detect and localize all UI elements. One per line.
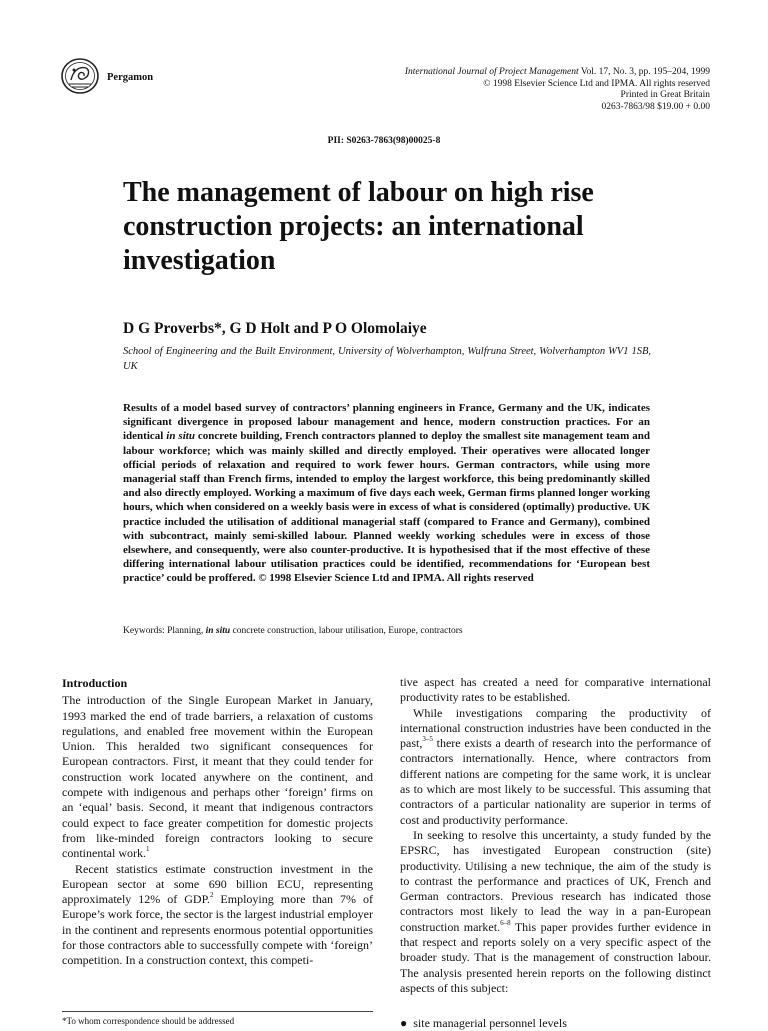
journal-info (405, 67, 710, 113)
paragraph-1 (62, 693, 373, 861)
authors: D G Proverbs*, G D Holt and P O Olomolaiye (123, 320, 427, 337)
journal-volume: Vol. 17, No. 3, pp. 195–204, 1999 (578, 67, 710, 77)
keywords-italic: in situ (205, 626, 231, 636)
paragraph-3: tive aspect has created a need for comparative international productivity rates to be established. (400, 675, 711, 705)
copyright-line: © 1998 Elsevier Science Ltd and IPMA. All rights reserved (483, 78, 710, 89)
abstract (123, 401, 650, 586)
paragraph-2 (62, 862, 373, 969)
affiliation: School of Engineering and the Built Environment, University of Wolverhampton, Wulfruna Street, Wolverhampton WV1 1SB, UK (123, 346, 651, 372)
printed-line: Printed in Great Britain (620, 90, 710, 100)
citation-ref: 2 (209, 891, 214, 900)
keywords-part-1: Planning, (167, 626, 206, 636)
journal-citation (405, 67, 710, 79)
bullet-item-text: site managerial personnel levels (413, 1016, 567, 1030)
issn-price: 0263-7863/98 $19.00 + 0.00 (601, 101, 710, 112)
body-column-left (62, 676, 373, 969)
footnote: *To whom correspondence should be addressed (62, 1016, 235, 1026)
paragraph-5 (400, 828, 711, 996)
pergamon-logo (60, 57, 100, 95)
body-column-right (400, 675, 711, 996)
publisher-name: Pergamon (107, 72, 154, 83)
paragraph-4-text-b: there exists a dearth of research into the performance of contractors internationally. Hence, where contractors from different nations are competing for the same work, it is unclear as to which are most likely to be successful. This assuming that contractors of a particular nationality are superior in terms of cost and productivity performance. (400, 736, 711, 827)
citation-ref: 3–5 (422, 735, 433, 744)
keywords-part-2: concrete construction, labour utilisation, Europe, contractors (230, 626, 463, 636)
abstract-text-2: concrete building, French contractors planned to deploy the smallest site management team and labour workforce; which was mainly skilled and directly employed. Their operatives were allocated longer official periods of relaxation and required to work fewer hours. German contractors, while using more managerial staff than French firms, intended to employ the largest workforce, this being predominantly skilled and also directly employed. Working a maximum of five days each week, German firms planned longer working hours, which when considered on a weekly basis were in excess of what is considered (optimally) productive. UK practice included the utilisation of additional managerial staff (compared to France and Germany), combined with subcontract, mainly semi-skilled labour. Planned weekly working schedules were in excess of those elsewhere, and consequently, were also counter-productive. It is hypothesised that if the most effective of these differing international labour utilisation practices could be identified, recommendations for ‘European best practice’ could be proffered. © 1998 Elsevier Science Ltd and IPMA. All rights reserved (123, 430, 650, 585)
abstract-text-1: Results of a model based survey of contractors’ planning engineers in France, Germany and the UK, indicates significant divergence in proposed labour management and hence, modern construction practices. For an identical (123, 402, 650, 443)
pii: PII: S0263-7863(98)00025-8 (327, 136, 441, 146)
citation-ref: 1 (145, 845, 150, 854)
section-heading-introduction: Introduction (62, 676, 128, 690)
citation-ref: 6–8 (500, 918, 511, 927)
article-title: The management of labour on high rise construction projects: an international investigation (123, 177, 594, 276)
paragraph-2-text-a: Recent statistics estimate construction investment in the European sector at some 690 billion ECU, representing approximately 12% of GDP. (62, 861, 373, 907)
paragraph-5-text-a: In seeking to resolve this uncertainty, a study funded by the EPSRC, has investigated European construction (site) productivity. Utilising a new technique, the aim of the study is to contrast the performance and practices of UK, French and German contractors. Previous research has indicated those contractors most likely to lead the way in a pan-European construction market. (400, 827, 711, 934)
keywords-label: Keywords: (123, 626, 168, 636)
paragraph-5-text-b: This paper provides further evidence in that respect and reports solely on a very specific aspect of the broader study. That is the management of construction labour. The analysis presented herein reports on the following distinct aspects of this subject: (400, 919, 711, 995)
paragraph-2-text-b: Employing more than 7% of Europe’s work force, the sector is the largest industrial employer in the continent and represents enormous potential opportunities for those contractors able to successfully compete with ‘foreign’ competition. In a construction context, this competi- (62, 892, 373, 968)
journal-name: International Journal of Project Management (404, 67, 579, 77)
paragraph-1-text: The introduction of the Single European Market in January, 1993 marked the end of trade barriers, a relaxation of customs regulations, and enabled free movement within the European Union. This heralded two significant consequences for European contractors. First, it meant that they could tender for construction work located anywhere on the continent, and compete with indigenous and perhaps other ‘foreign’ firms on an ‘equal’ basis. Second, it meant that indigenous contractors could expect to face greater competition for domestic projects from like-minded foreign contractors looking to secure continental work. (62, 693, 373, 861)
footnote-rule (62, 1011, 373, 1012)
keywords (123, 626, 463, 636)
paragraph-4-text-a: While investigations comparing the productivity of international construction industries have been conducted in the past, (400, 705, 711, 751)
bullet-icon: ● (400, 1016, 414, 1030)
abstract-italic: in situ (166, 430, 195, 443)
paragraph-4 (400, 706, 711, 828)
